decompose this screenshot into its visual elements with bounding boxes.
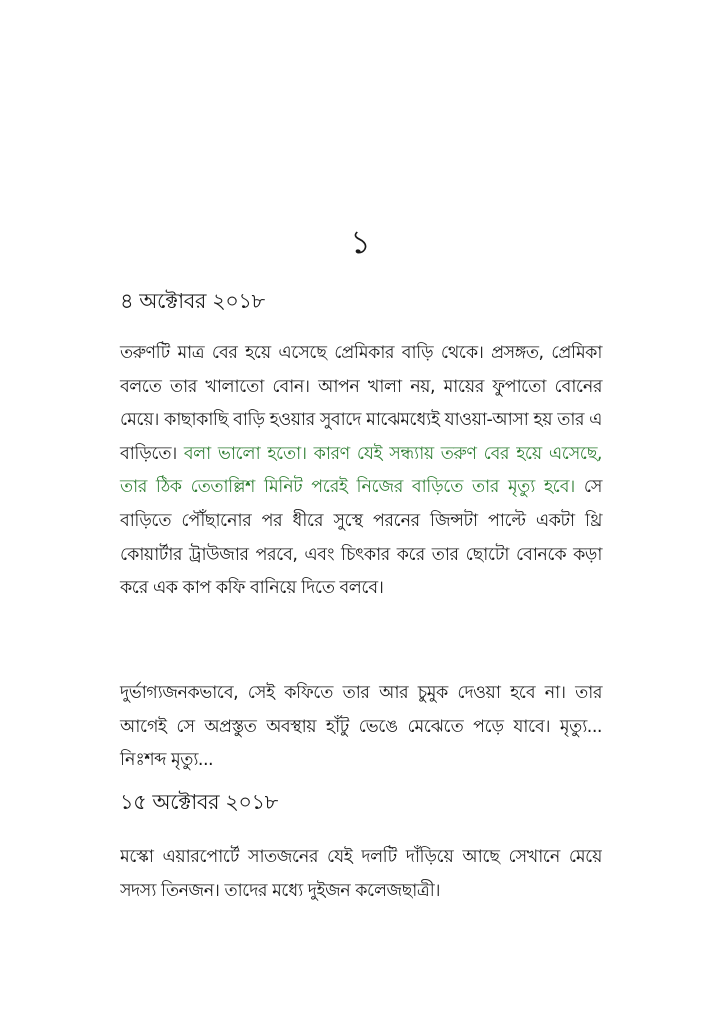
paragraph: মস্কো এয়ারপোর্টে সাতজনের যেই দলটি দাঁড়িয়ে আছে সেখানে মেয়ে সদস্য তিনজন। তাদের মধ্যে দুইজন কলেজছাত্রী। [120,847,602,901]
paragraph: দুর্ভাগ্যজনকভাবে, সেই কফিতে তার আর চুমুক দেওয়া হবে না। তার আগেই সে অপ্রস্তুত অবস্থায় হাঁটু ভেঙে মেঝেতে পড়ে যাবে। মৃত্যু... নিঃশব্দ মৃত্যু... [120,683,602,771]
section-date-heading: ৪ অক্টোবর ২০১৮ [120,289,265,313]
section-date-heading: ১৫ অক্টোবর ২০১৮ [120,790,278,814]
paragraph [120,337,602,606]
chapter-number: ১ [350,223,371,261]
highlighted-text: বলা ভালো হতো। কারণ যেই সন্ধ্যায় তরুণ বের হয়ে এসেছে, তার ঠিক তেতাল্লিশ মিনিট পরেই নিজের বাড়িতে তার মৃত্যু হবে। [120,443,602,498]
paragraph-text: সে বাড়িতে পৌঁছানোর পর ধীরে সুস্থে পরনের জিন্সটা পাল্টে একটা থ্রি কোয়ার্টার ট্রাউজার পরবে, এবং চিৎকার করে তার ছোটো বোনকে কড়া করে এক কাপ কফি বানিয়ে দিতে বলবে। [120,477,602,599]
paragraph-text: তরুণটি মাত্র বের হয়ে এসেছে প্রেমিকার বাড়ি থেকে। প্রসঙ্গত, প্রেমিকা বলতে তার খালাতো বোন। আপন খালা নয়, মায়ের ফুপাতো বোনের মেয়ে। কাছাকাছি বাড়ি হওয়ার সুবাদে মাঝেমধ্যেই যাওয়া-আসা হয় তার এ বাড়িতে। [120,343,602,464]
